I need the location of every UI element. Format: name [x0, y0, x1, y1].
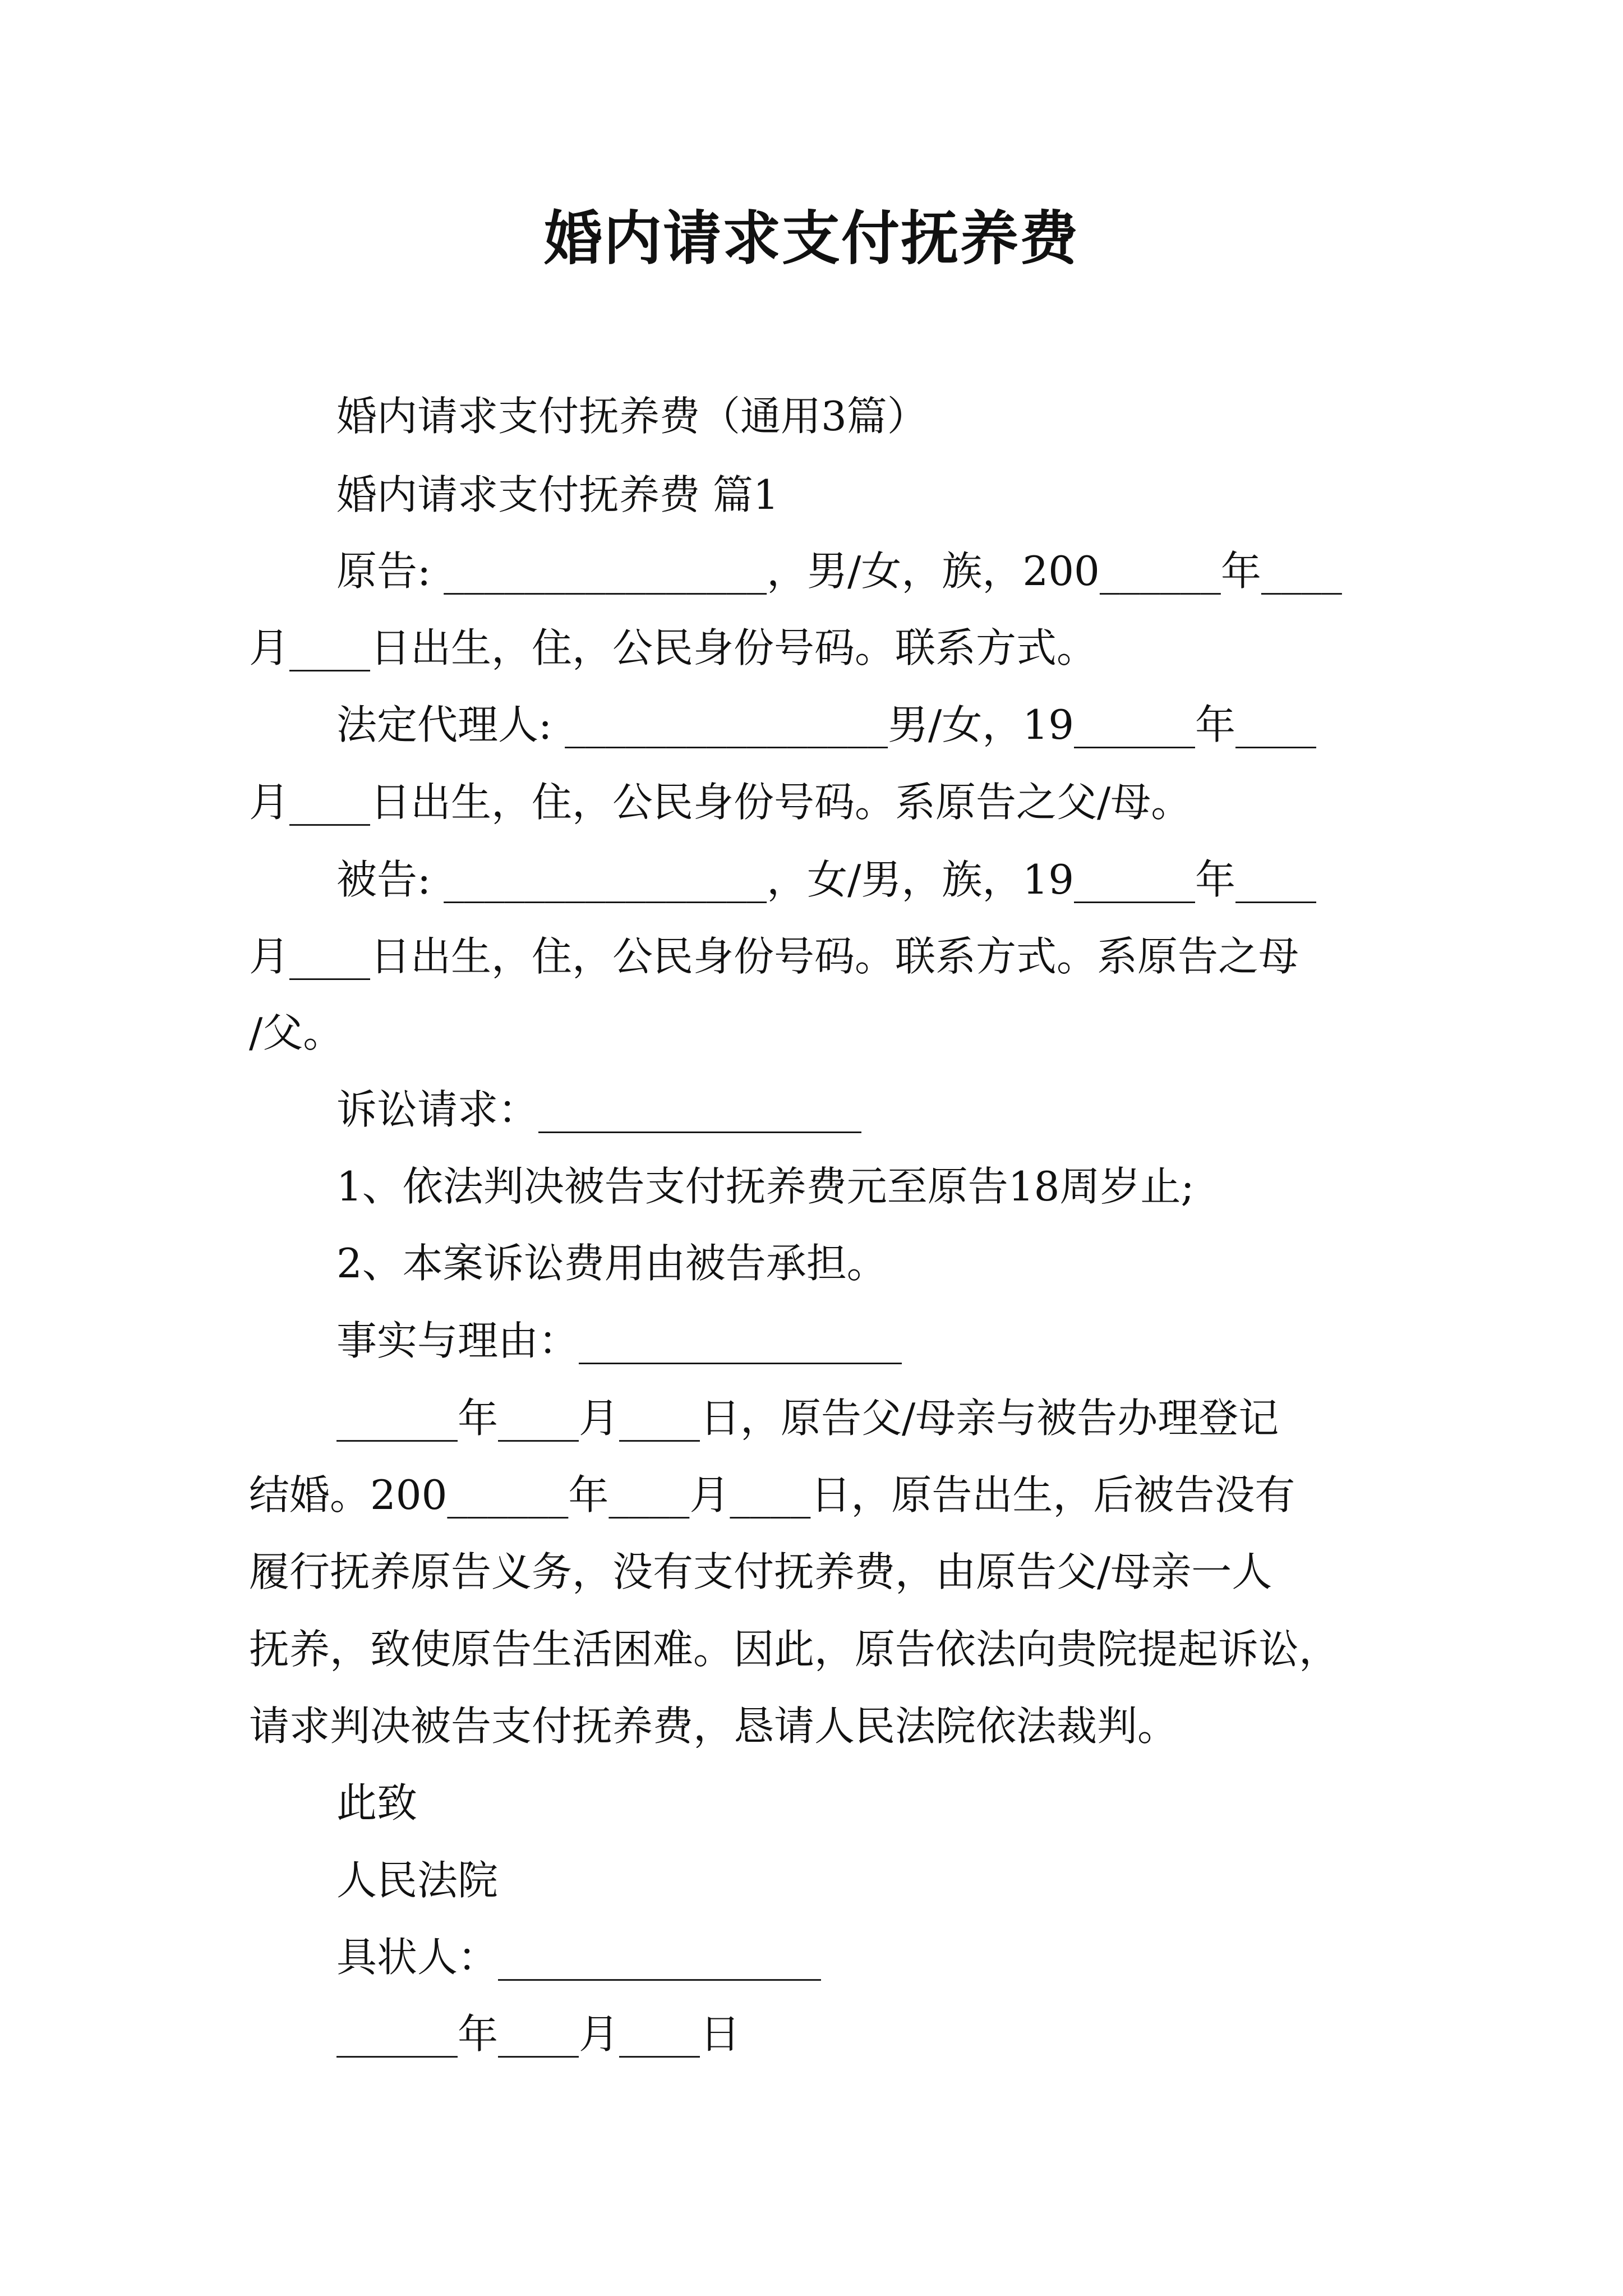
- facts-heading: 事实与理由：________________: [336, 1317, 902, 1364]
- section-heading: 婚内请求支付抚养费 篇1: [336, 471, 779, 518]
- facts-paragraph-line: 履行抚养原告义务，没有支付抚养费，由原告父/母亲一人: [249, 1548, 1272, 1595]
- defendant-line-cont: 月____日出生，住，公民身份号码。联系方式。系原告之母: [249, 933, 1299, 980]
- facts-paragraph-line: 结婚。200______年____月____日，原告出生，后被告没有: [249, 1471, 1295, 1519]
- closing-salutation: 此致: [336, 1779, 418, 1826]
- claims-heading: 诉讼请求：________________: [336, 1086, 862, 1133]
- document-title: 婚内请求支付抚养费: [543, 204, 1079, 273]
- defendant-line: 被告: ________________，女/男，族，19______年____: [336, 856, 1317, 903]
- signatory-line: 具状人：________________: [336, 1934, 822, 1981]
- facts-paragraph-line: 抚养，致使原告生活困难。因此，原告依法向贵院提起诉讼，: [249, 1626, 1340, 1673]
- claim-item: 2、本案诉讼费用由被告承担。: [336, 1240, 887, 1287]
- legal-representative-line-cont: 月____日出生，住，公民身份号码。系原告之父/母。: [249, 779, 1192, 826]
- legal-representative-line: 法定代理人: ________________男/女，19______年____: [336, 701, 1317, 748]
- facts-paragraph-line: ______年____月____日，原告父/母亲与被告办理登记: [336, 1395, 1279, 1442]
- plaintiff-line: 原告: ________________，男/女，族，200______年____: [336, 547, 1342, 595]
- facts-paragraph-line: 请求判决被告支付抚养费，恳请人民法院依法裁判。: [249, 1703, 1178, 1750]
- date-line: ______年____月____日: [336, 2010, 740, 2058]
- claim-item: 1、依法判决被告支付抚养费元至原告18周岁止;: [336, 1163, 1195, 1210]
- court-addressee: 人民法院: [336, 1857, 499, 1904]
- document-subtitle: 婚内请求支付抚养费（通用3篇）: [336, 393, 928, 440]
- defendant-line-cont-2: /父。: [249, 1009, 344, 1056]
- plaintiff-line-cont: 月____日出生，住，公民身份号码。联系方式。: [249, 624, 1098, 671]
